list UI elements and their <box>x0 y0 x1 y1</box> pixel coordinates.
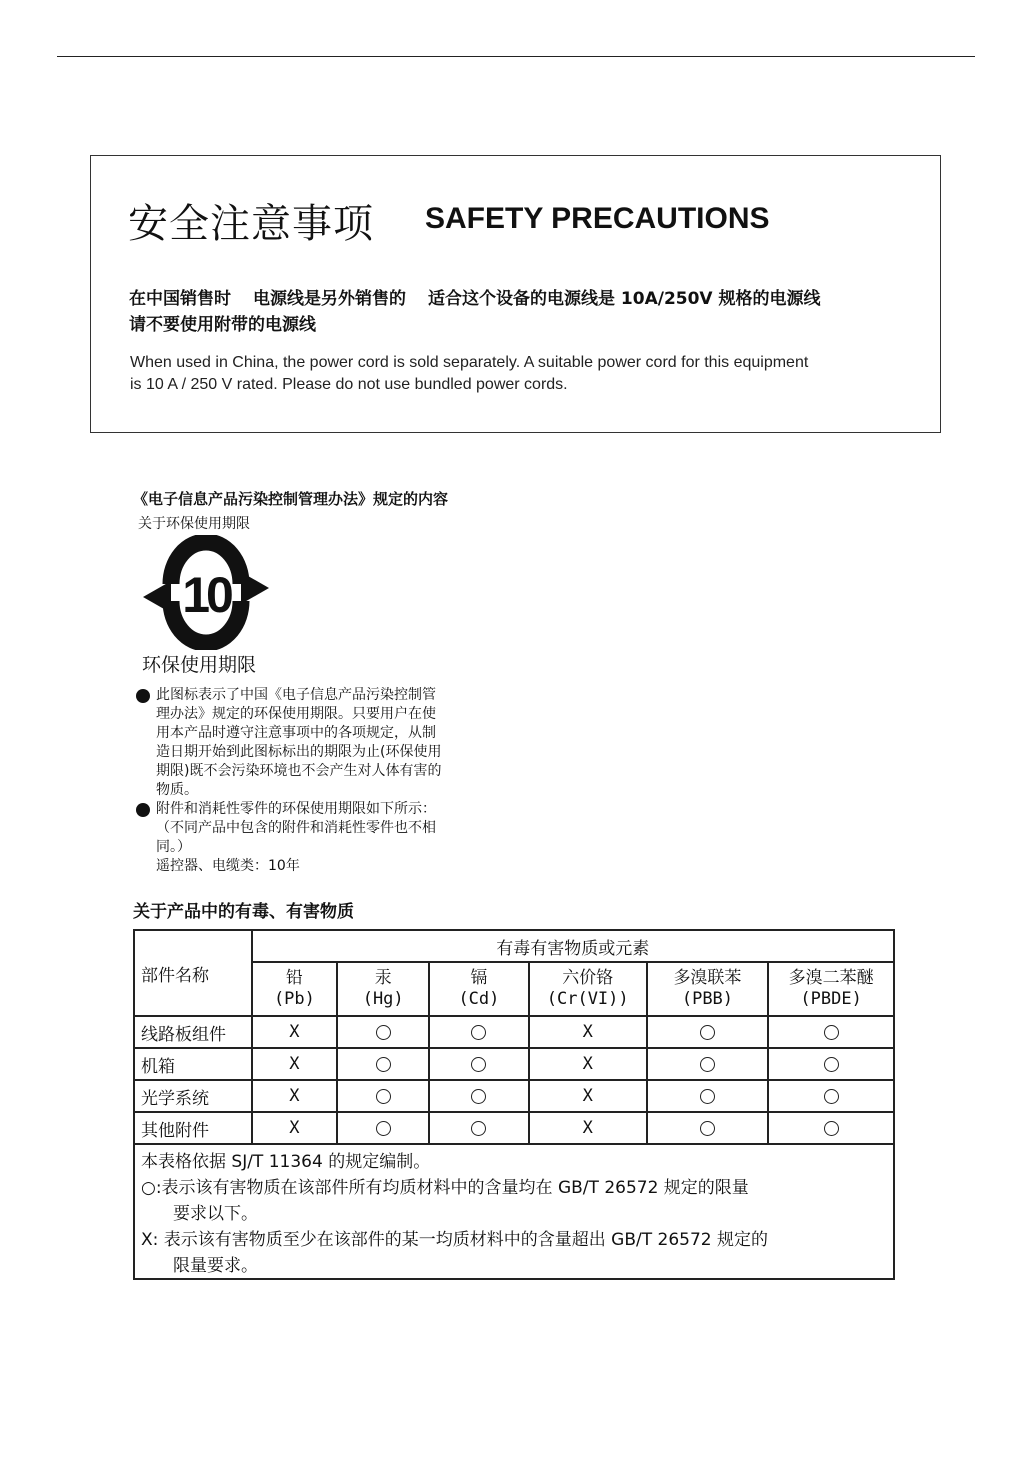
substance-header <box>252 962 338 1016</box>
note-x-line-1: X: 表示该有害物质至少在该部件的某一均质材料中的含量超出 GB/T 26572 规定的 <box>141 1230 769 1250</box>
substance-header <box>768 962 894 1016</box>
substance-header <box>337 962 429 1016</box>
part-name-cell: 线路板组件 <box>134 1016 252 1048</box>
hazard-substance-table <box>133 929 895 1145</box>
substance-header <box>529 962 647 1016</box>
exceeds-limit-cell: X <box>252 1080 338 1112</box>
safety-cn-paragraph <box>129 286 909 338</box>
below-limit-circle-cell <box>337 1048 429 1080</box>
bullet2-line: 遥控器、电缆类：10年 <box>156 858 300 874</box>
circle-mark-icon <box>824 1025 839 1040</box>
substance-name: 镉 <box>470 968 488 988</box>
substance-name: 六价铬 <box>562 968 614 988</box>
hazard-table-title: 关于产品中的有毒、有害物质 <box>133 902 354 922</box>
table-notes <box>133 1143 895 1280</box>
note-o-line-2: 要求以下。 <box>173 1204 258 1224</box>
substance-symbol: (Hg) <box>362 989 404 1009</box>
note-o-line-1: ○:表示该有害物质在该部件所有均质材料中的含量均在 GB/T 26572 规定的限量 <box>141 1178 749 1198</box>
circle-mark-icon <box>700 1121 715 1136</box>
bullet2-line: （不同产品中包含的附件和消耗性零件也不相 <box>156 820 436 836</box>
substance-symbol: (Cr(VI)) <box>546 989 629 1009</box>
exceeds-limit-cell: X <box>252 1048 338 1080</box>
table-row <box>134 1080 894 1112</box>
part-name-header: 部件名称 <box>134 930 252 1016</box>
circle-mark-icon <box>824 1057 839 1072</box>
safety-en-line-2: is 10 A / 250 V rated. Please do not use bundled power cords. <box>130 376 568 393</box>
bullet-dot-icon <box>136 803 150 817</box>
part-name-cell: 光学系统 <box>134 1080 252 1112</box>
bullet2-line: 同。） <box>156 839 191 855</box>
below-limit-circle-cell <box>337 1016 429 1048</box>
substance-header <box>429 962 529 1016</box>
environment-title: 《电子信息产品污染控制管理办法》规定的内容 <box>133 490 449 508</box>
circle-mark-icon <box>471 1025 486 1040</box>
bullet1-line: 此图标表示了中国《电子信息产品污染控制管 <box>156 687 436 703</box>
substance-symbol: (PBB) <box>681 989 734 1009</box>
exceeds-limit-cell: X <box>252 1016 338 1048</box>
bullet1-line: 物质。 <box>156 782 198 798</box>
circle-mark-icon <box>471 1121 486 1136</box>
part-name-cell: 其他附件 <box>134 1112 252 1144</box>
table-row <box>134 1016 894 1048</box>
below-limit-circle-cell <box>337 1080 429 1112</box>
recycle-10-years-icon <box>141 535 271 650</box>
table-row <box>134 1112 894 1144</box>
circle-mark-icon <box>700 1089 715 1104</box>
safety-en-paragraph <box>130 352 920 396</box>
bullet1-line: 造日期开始到此图标标出的期限为止(环保使用 <box>156 744 442 760</box>
below-limit-circle-cell <box>647 1048 769 1080</box>
circle-mark-icon <box>700 1057 715 1072</box>
circle-mark-icon <box>376 1057 391 1072</box>
circle-mark-icon <box>376 1025 391 1040</box>
below-limit-circle-cell <box>429 1016 529 1048</box>
below-limit-circle-cell <box>647 1016 769 1048</box>
circle-mark-icon <box>824 1089 839 1104</box>
exceeds-limit-cell: X <box>252 1112 338 1144</box>
table-header-row <box>134 930 894 962</box>
below-limit-circle-cell <box>647 1080 769 1112</box>
bullet-item <box>136 686 496 800</box>
exceeds-limit-cell: X <box>529 1016 647 1048</box>
below-limit-circle-cell <box>429 1048 529 1080</box>
exceeds-limit-cell: X <box>529 1112 647 1144</box>
substance-header <box>647 962 769 1016</box>
below-limit-circle-cell <box>768 1016 894 1048</box>
safety-en-line-1: When used in China, the power cord is sold separately. A suitable power cord for this equipment <box>130 354 809 371</box>
bullet-item <box>136 800 496 876</box>
bullet-dot-icon <box>136 689 150 703</box>
circle-mark-icon <box>471 1057 486 1072</box>
substance-name: 多溴二苯醚 <box>788 968 874 988</box>
below-limit-circle-cell <box>429 1112 529 1144</box>
substance-symbol: (Pb) <box>273 989 315 1009</box>
safety-cn-seg-2: 电源线是另外销售的 <box>253 289 406 309</box>
safety-cn-seg-1: 在中国销售时 <box>129 289 231 309</box>
substance-name: 铅 <box>285 968 303 988</box>
bullet1-line: 理办法》规定的环保使用期限。只要用户在使 <box>156 706 436 722</box>
safety-precautions-box <box>90 155 941 433</box>
environment-subtitle: 关于环保使用期限 <box>138 516 250 532</box>
substance-name: 多溴联苯 <box>673 968 742 988</box>
bullet1-line: 期限)既不会污染环境也不会产生对人体有害的 <box>156 763 442 779</box>
environment-notes <box>136 686 496 876</box>
below-limit-circle-cell <box>647 1112 769 1144</box>
exceeds-limit-cell: X <box>529 1080 647 1112</box>
below-limit-circle-cell <box>768 1048 894 1080</box>
safety-cn-line-2: 请不要使用附带的电源线 <box>129 315 316 335</box>
safety-cn-seg-3: 适合这个设备的电源线是 10A/250V 规格的电源线 <box>428 289 821 309</box>
circle-mark-icon <box>376 1089 391 1104</box>
part-name-cell: 机箱 <box>134 1048 252 1080</box>
circle-mark-icon <box>376 1121 391 1136</box>
logo-number: 10 <box>182 567 230 623</box>
note-basis: 本表格依据 SJ/T 11364 的规定编制。 <box>141 1152 431 1172</box>
below-limit-circle-cell <box>768 1080 894 1112</box>
table-row <box>134 1048 894 1080</box>
logo-caption: 环保使用期限 <box>142 654 257 676</box>
substance-group-header: 有毒有害物质或元素 <box>252 930 894 962</box>
safety-title-cn: 安全注意事项 <box>128 201 374 247</box>
below-limit-circle-cell <box>768 1112 894 1144</box>
below-limit-circle-cell <box>337 1112 429 1144</box>
circle-mark-icon <box>824 1121 839 1136</box>
substance-symbol: (Cd) <box>458 989 500 1009</box>
exceeds-limit-cell: X <box>529 1048 647 1080</box>
bullet1-line: 用本产品时遵守注意事项中的各项规定，从制 <box>156 725 436 741</box>
circle-mark-icon <box>700 1025 715 1040</box>
table-body <box>134 1016 894 1144</box>
below-limit-circle-cell <box>429 1080 529 1112</box>
bullet2-line: 附件和消耗性零件的环保使用期限如下所示： <box>156 801 436 817</box>
substance-name: 汞 <box>374 968 392 988</box>
safety-title-en: SAFETY PRECAUTIONS <box>425 202 770 235</box>
substance-symbol: (PBDE) <box>800 989 862 1009</box>
note-x-line-2: 限量要求。 <box>173 1256 258 1276</box>
circle-mark-icon <box>471 1089 486 1104</box>
top-rule <box>57 56 975 57</box>
